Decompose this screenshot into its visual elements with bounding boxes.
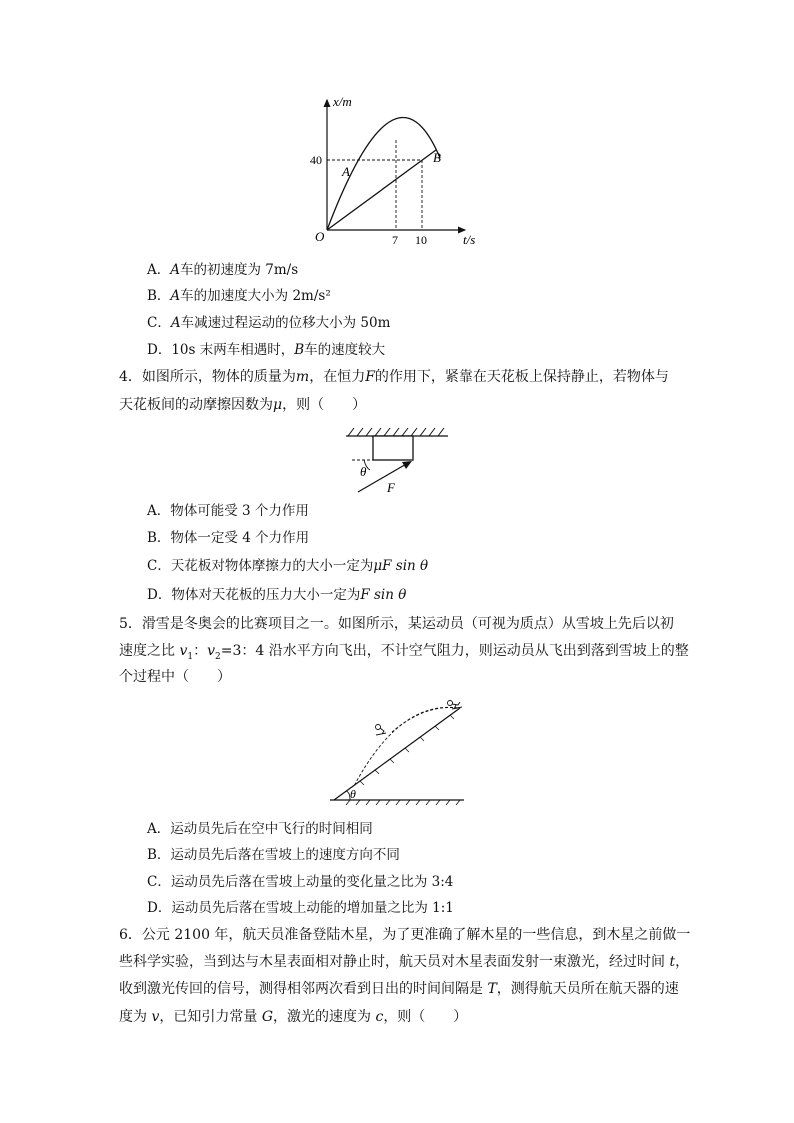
q4-option-d: D．物体对天花板的压力大小一定为F sin θ: [147, 587, 407, 603]
q3-option-d: D．10s 末两车相遇时，B车的速度较大: [147, 342, 386, 358]
slope-hatching: [360, 715, 454, 785]
position-time-graph: [300, 92, 500, 252]
q6-stem-line-3: 收到激光传回的信号，测得相邻两次看到日出的时间间隔是 T，测得航天员所在航天器的速: [119, 981, 679, 997]
skier-top: [448, 701, 463, 710]
x-tick-7: 7: [392, 233, 398, 247]
q4-stem-line-1: 4．如图所示，物体的质量为m，在恒力F的作用下，紧靠在天花板上保持静止，若物体与: [119, 369, 669, 385]
q5-theta-label: θ: [350, 787, 356, 801]
q4-stem-line-2: 天花板间的动摩擦因数为μ，则（ ）: [119, 397, 367, 413]
curve-a-label: A: [342, 164, 350, 179]
trajectory-2: [392, 708, 458, 733]
q5-stem-line-2: 速度之比 $v_1$：$v_2=3$：4 沿水平方向飞出，不计空气阻力，则运动员从飞出到落到雪坡上的整: [119, 643, 689, 662]
ground-hatching: [346, 800, 460, 805]
q3-option-a: A．A车的初速度为 7m/s: [147, 262, 299, 278]
q6-stem-line-2: 些科学实验，当到达与木星表面相对静止时，航天员对木星表面发射一束激光，经过时间 t，: [119, 954, 690, 970]
origin-label: O: [315, 229, 325, 244]
q6-stem-line-4: 度为 v，已知引力常量 G，激光的速度为 c，则（ ）: [119, 1009, 468, 1025]
q5-option-d: D．运动员先后落在雪坡上动能的增加量之比为 1:1: [147, 900, 454, 916]
ceiling-hatching: [348, 428, 444, 436]
q4-option-b: B．物体一定受 4 个力作用: [147, 530, 310, 546]
ceiling-block-figure: [340, 426, 452, 498]
y-axis-label: x/m: [333, 94, 352, 109]
x-tick-10: 10: [415, 233, 427, 247]
q3-option-c: C．A车减速过程运动的位移大小为 50m: [147, 315, 391, 331]
ski-slope-figure: [320, 694, 480, 806]
q5-option-c: C．运动员先后落在雪坡上动量的变化量之比为 3:4: [147, 874, 454, 890]
q4-force-label: F: [387, 480, 395, 495]
y-tick-40: 40: [310, 153, 322, 167]
q4-theta-label: θ: [360, 464, 367, 479]
q4-option-c: C．天花板对物体摩擦力的大小一定为μF sin θ: [147, 558, 429, 574]
line-b-label: B: [433, 150, 441, 165]
x-axis-label: t/s: [463, 232, 476, 247]
skier-mid: [376, 725, 387, 736]
q4-option-a: A．物体可能受 3 个力作用: [147, 503, 309, 519]
q6-stem-line-1: 6．公元 2100 年，航天员准备登陆木星，为了更准确了解木星的一些信息，到木星之前做一: [119, 927, 691, 943]
q5-option-a: A．运动员先后在空中飞行的时间相同: [147, 821, 373, 837]
q3-option-b: B．A车的加速度大小为 2m/s²: [147, 288, 331, 304]
q5-stem-line-3: 个过程中（ ）: [119, 669, 231, 685]
q5-option-b: B．运动员先后落在雪坡上的速度方向不同: [147, 847, 400, 863]
q5-stem-line-1: 5．滑雪是冬奥会的比赛项目之一。如图所示，某运动员（可视为质点）从雪坡上先后以初: [119, 616, 674, 632]
block: [373, 436, 413, 460]
